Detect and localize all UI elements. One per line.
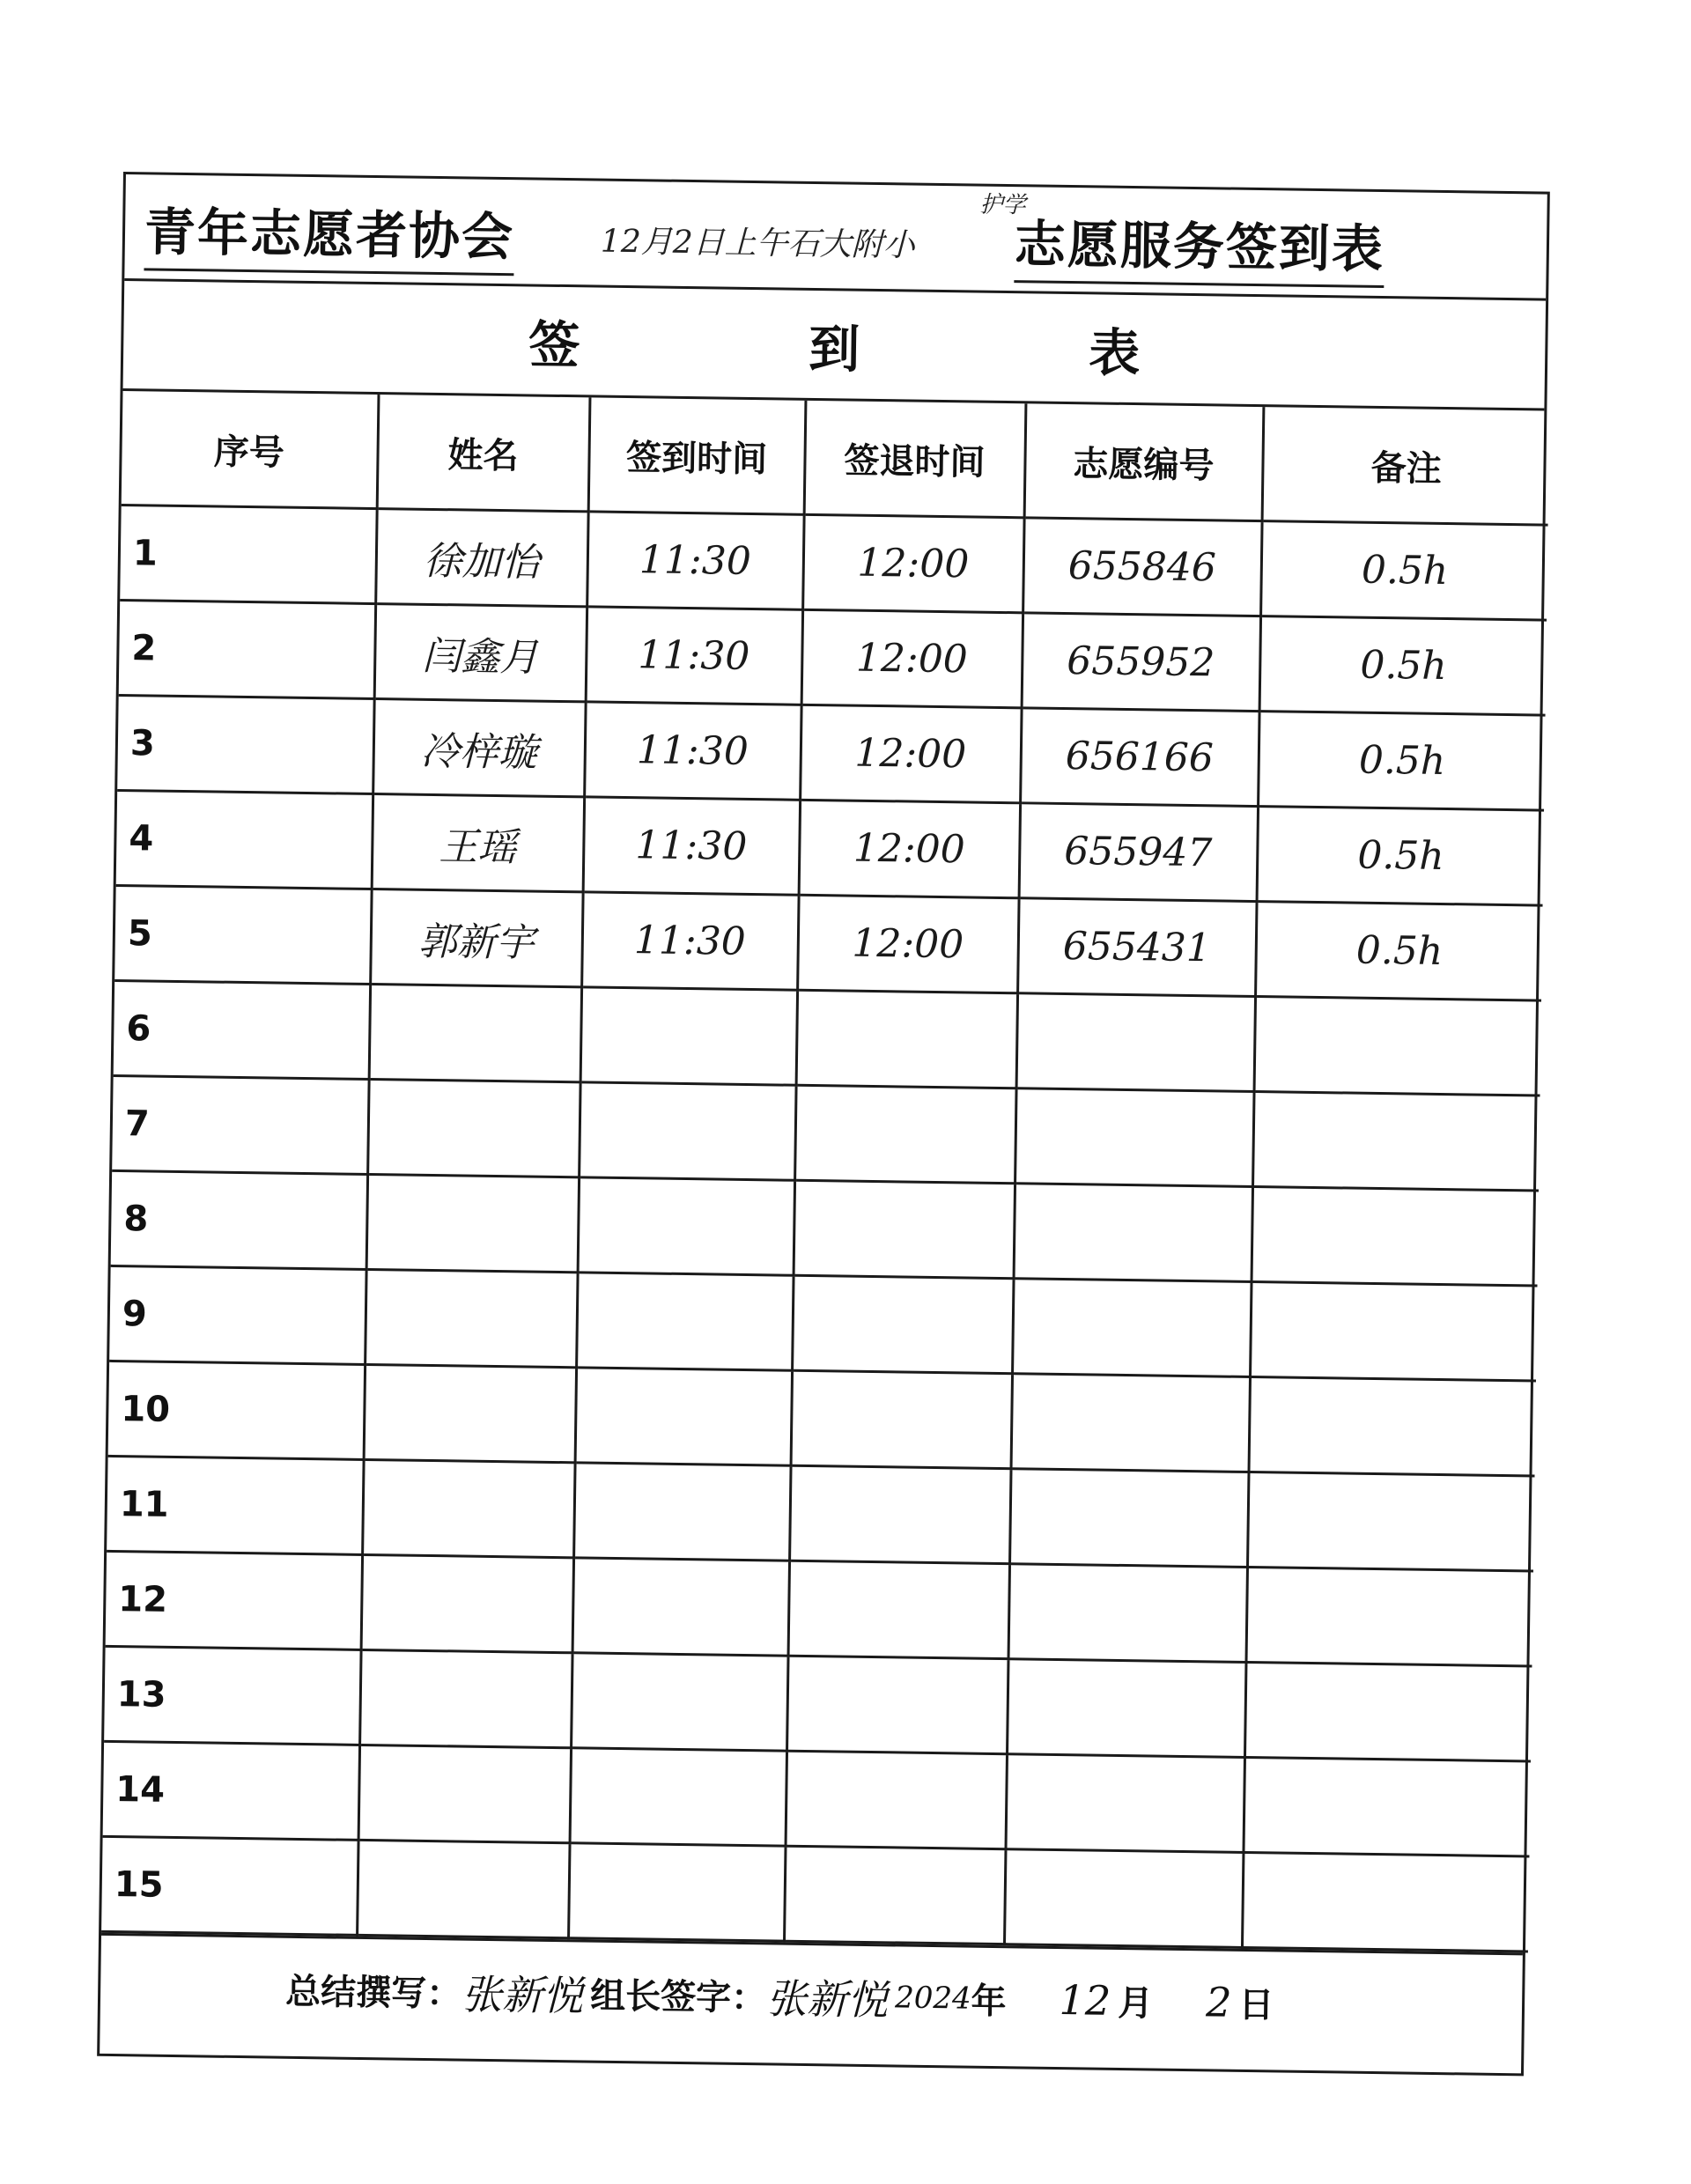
- index-cell: 12: [106, 1551, 362, 1649]
- index-cell: 7: [112, 1075, 368, 1174]
- name-cell: 王瑶: [372, 794, 584, 892]
- index-cell: 14: [103, 1741, 359, 1840]
- date-day: 2: [1205, 1977, 1232, 2026]
- volunteer-id-cell: [1009, 1469, 1248, 1568]
- note-cell: [1245, 1567, 1532, 1666]
- sign-out-time-cell: [784, 1846, 1005, 1944]
- index-cell: 3: [117, 695, 373, 793]
- note-cell: 0.5h: [1259, 616, 1547, 716]
- sign-in-time-cell: 11:30: [583, 797, 800, 895]
- date-year: 2024: [894, 1979, 971, 2017]
- volunteer-id-cell: [1012, 1279, 1251, 1377]
- note-cell: [1252, 1187, 1539, 1287]
- volunteer-id-cell: 656166: [1020, 708, 1259, 807]
- volunteer-id-cell: [1014, 1184, 1252, 1282]
- volunteer-id-cell: [1006, 1754, 1244, 1853]
- sign-in-time-cell: 11:30: [581, 892, 798, 990]
- volunteer-id-cell: [1007, 1659, 1245, 1758]
- note-cell: [1242, 1852, 1529, 1952]
- sign-in-time-cell: [578, 1177, 794, 1275]
- sign-out-time-cell: 12:00: [802, 514, 1023, 612]
- sign-in-time-cell: [573, 1463, 790, 1561]
- note-cell: 0.5h: [1255, 902, 1542, 1001]
- summary-signature: 张新悦: [461, 1970, 584, 2019]
- volunteer-id-cell: 655947: [1019, 803, 1258, 902]
- title-handwritten-event: 12月2日上午石大附小: [600, 223, 915, 264]
- index-cell: 4: [116, 790, 373, 889]
- sign-in-time-cell: [576, 1273, 793, 1370]
- sign-in-sheet: [97, 172, 1550, 2076]
- index-cell: 13: [104, 1646, 360, 1745]
- date-year-label: 年: [971, 1981, 1007, 2023]
- sign-in-time-cell: [580, 987, 797, 1085]
- name-cell: 郭新宇: [370, 889, 582, 987]
- index-cell: 2: [119, 600, 375, 698]
- subtitle-row: [123, 281, 1547, 411]
- sign-out-time-cell: 12:00: [797, 895, 1018, 992]
- header-sign-out-time: 签退时间: [804, 401, 1026, 518]
- footer-row: [100, 1933, 1522, 2057]
- sign-out-time-cell: 12:00: [799, 800, 1020, 897]
- sign-in-time-cell: [571, 1653, 787, 1751]
- summary-label: 总结撰写：: [284, 1971, 462, 2015]
- volunteer-id-cell: [1015, 1088, 1253, 1187]
- name-cell: [365, 1269, 577, 1367]
- volunteer-id-cell: [1016, 993, 1255, 1092]
- title-tail: 志愿服务签到表: [1014, 203, 1385, 288]
- note-cell: [1243, 1757, 1530, 1856]
- name-cell: [367, 1079, 580, 1177]
- sign-in-time-cell: [579, 1082, 795, 1180]
- index-cell: 6: [114, 980, 370, 1079]
- sign-out-time-cell: [786, 1656, 1008, 1753]
- index-cell: 9: [109, 1265, 366, 1364]
- sign-out-time-cell: [796, 990, 1017, 1088]
- leader-signature: 张新悦: [765, 1974, 889, 2024]
- name-cell: [362, 1459, 574, 1557]
- index-cell: 15: [101, 1836, 358, 1935]
- name-cell: [361, 1554, 573, 1652]
- volunteer-id-cell: 655846: [1023, 518, 1261, 616]
- sign-in-time-cell: 11:30: [587, 512, 803, 609]
- sign-in-time-cell: [572, 1558, 789, 1656]
- note-cell: 0.5h: [1260, 521, 1547, 621]
- leader-label: 组长签字：: [589, 1975, 767, 2019]
- volunteer-id-cell: [1011, 1374, 1250, 1472]
- index-cell: 8: [111, 1170, 367, 1269]
- name-cell: 冷梓璇: [373, 699, 585, 797]
- name-cell: [359, 1649, 572, 1747]
- name-cell: 闫鑫月: [374, 604, 587, 702]
- index-cell: 10: [108, 1361, 365, 1459]
- sign-in-time-cell: [570, 1748, 786, 1846]
- sign-out-time-cell: [794, 1180, 1015, 1278]
- name-cell: [366, 1174, 579, 1272]
- header-index: 序号: [122, 391, 379, 509]
- sign-in-time-cell: 11:30: [584, 702, 801, 800]
- volunteer-id-cell: 655431: [1017, 898, 1256, 997]
- note-cell: [1244, 1662, 1532, 1761]
- sign-out-time-cell: [791, 1370, 1012, 1468]
- sign-out-time-cell: [794, 1085, 1015, 1183]
- sign-in-time-cell: 11:30: [586, 607, 802, 705]
- index-cell: 11: [107, 1456, 363, 1554]
- name-cell: [358, 1745, 571, 1842]
- volunteer-id-cell: [1004, 1849, 1243, 1948]
- name-cell: 徐加怡: [375, 509, 587, 607]
- index-cell: 5: [114, 885, 371, 984]
- table-row: [101, 1836, 1529, 1952]
- name-cell: [357, 1840, 569, 1937]
- header-volunteer-id: 志愿编号: [1024, 403, 1264, 520]
- title-org: 青年志愿者协会: [144, 190, 514, 276]
- note-cell: [1249, 1376, 1536, 1476]
- sign-out-time-cell: 12:00: [801, 609, 1023, 707]
- sign-in-time-cell: [575, 1368, 792, 1465]
- table-header-row: [122, 391, 1550, 525]
- sign-in-table: [101, 391, 1549, 1952]
- note-cell: 0.5h: [1258, 712, 1545, 811]
- subtitle: 签到表: [528, 314, 1370, 387]
- sign-out-time-cell: [788, 1561, 1009, 1658]
- note-cell: 0.5h: [1257, 807, 1544, 906]
- note-cell: [1247, 1472, 1534, 1571]
- title-row: [124, 174, 1547, 301]
- volunteer-id-cell: [1008, 1564, 1247, 1663]
- sign-in-time-cell: [568, 1843, 785, 1941]
- sign-out-time-cell: [789, 1465, 1010, 1563]
- volunteer-id-cell: 655952: [1022, 613, 1260, 712]
- name-cell: [369, 985, 581, 1082]
- note-cell: [1254, 997, 1541, 1096]
- header-name: 姓名: [377, 395, 590, 512]
- name-cell: [364, 1364, 576, 1462]
- date-month: 12: [1059, 1975, 1111, 2025]
- date-day-label: 日: [1238, 1984, 1274, 2026]
- title-handwritten-insert: 护学: [979, 191, 1026, 219]
- header-note: 备注: [1262, 407, 1550, 525]
- date-month-label: 月: [1117, 1982, 1154, 2025]
- sign-out-time-cell: 12:00: [800, 705, 1021, 802]
- note-cell: [1252, 1092, 1540, 1192]
- header-sign-in-time: 签到时间: [588, 397, 806, 514]
- note-cell: [1250, 1282, 1537, 1382]
- index-cell: 1: [120, 505, 376, 604]
- sign-out-time-cell: [792, 1275, 1013, 1373]
- sign-out-time-cell: [786, 1751, 1007, 1848]
